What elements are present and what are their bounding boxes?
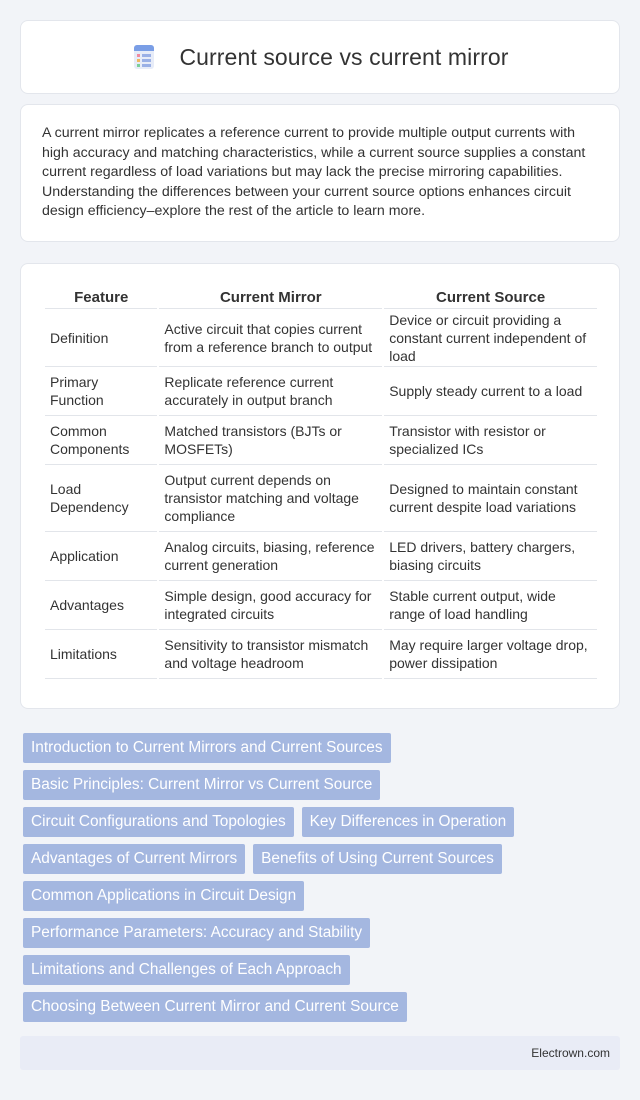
intro-card	[20, 104, 620, 242]
topic-link[interactable]: Limitations and Challenges of Each Approach	[23, 955, 350, 985]
header-current-source: Current Source	[384, 283, 597, 309]
intro-paragraph: A current mirror replicates a reference current to provide multiple output currents with high accuracy and matching characteristics, while a current source supplies a constant current regardless of load variations but may lack the precise mirroring capabilities. Understanding the differences between your current source options enhances circuit design efficiency–explore the rest of the article to learn more.	[42, 125, 586, 220]
feature-cell: Advantages	[45, 581, 157, 630]
table-row	[45, 465, 597, 532]
header-feature: Feature	[45, 283, 157, 309]
mirror-cell: Analog circuits, biasing, reference current generation	[159, 532, 382, 581]
topic-link[interactable]: Basic Principles: Current Mirror vs Current Source	[23, 770, 380, 800]
feature-cell: Primary Function	[45, 367, 157, 416]
source-cell: Device or circuit providing a constant current independent of load	[384, 309, 597, 367]
topic-row	[23, 844, 583, 881]
table-row	[45, 367, 597, 416]
topic-row	[23, 733, 583, 770]
source-cell: Stable current output, wide range of load handling	[384, 581, 597, 630]
topic-link[interactable]: Key Differences in Operation	[302, 807, 514, 837]
topic-row	[23, 770, 583, 807]
mirror-cell: Output current depends on transistor matching and voltage compliance	[159, 465, 382, 532]
topic-links	[23, 733, 583, 1029]
topic-row	[23, 918, 583, 955]
comparison-table-card	[20, 263, 620, 709]
table-row	[45, 581, 597, 630]
topic-link[interactable]: Common Applications in Circuit Design	[23, 881, 304, 911]
topic-link[interactable]: Choosing Between Current Mirror and Current Source	[23, 992, 407, 1022]
topic-link[interactable]: Advantages of Current Mirrors	[23, 844, 245, 874]
feature-cell: Definition	[45, 309, 157, 367]
mirror-cell: Sensitivity to transistor mismatch and voltage headroom	[159, 630, 382, 679]
page-title: Current source vs current mirror	[179, 43, 509, 70]
table-row	[45, 630, 597, 679]
source-cell: Designed to maintain constant current despite load variations	[384, 465, 597, 532]
source-cell: Supply steady current to a load	[384, 367, 597, 416]
topic-row	[23, 807, 583, 844]
topic-link[interactable]: Circuit Configurations and Topologies	[23, 807, 294, 837]
feature-cell: Common Components	[45, 416, 157, 465]
source-cell: Transistor with resistor or specialized ICs	[384, 416, 597, 465]
document-icon	[131, 44, 157, 70]
source-cell: LED drivers, battery chargers, biasing circuits	[384, 532, 597, 581]
topic-link[interactable]: Benefits of Using Current Sources	[253, 844, 502, 874]
footer-site-name[interactable]: Electrown.com	[531, 1046, 610, 1060]
topic-row	[23, 881, 583, 918]
topic-row	[23, 992, 583, 1029]
topic-link[interactable]: Performance Parameters: Accuracy and Stability	[23, 918, 370, 948]
table-header-row	[45, 283, 597, 309]
mirror-cell: Simple design, good accuracy for integrated circuits	[159, 581, 382, 630]
mirror-cell: Replicate reference current accurately in output branch	[159, 367, 382, 416]
header-current-mirror: Current Mirror	[159, 283, 382, 309]
feature-cell: Limitations	[45, 630, 157, 679]
title-card	[20, 20, 620, 94]
comparison-table	[43, 283, 599, 679]
mirror-cell: Matched transistors (BJTs or MOSFETs)	[159, 416, 382, 465]
source-cell: May require larger voltage drop, power dissipation	[384, 630, 597, 679]
table-row	[45, 309, 597, 367]
table-row	[45, 416, 597, 465]
topic-link[interactable]: Introduction to Current Mirrors and Current Sources	[23, 733, 391, 763]
footer	[20, 1036, 620, 1070]
feature-cell: Application	[45, 532, 157, 581]
table-row	[45, 532, 597, 581]
feature-cell: Load Dependency	[45, 465, 157, 532]
topic-row	[23, 955, 583, 992]
mirror-cell: Active circuit that copies current from a reference branch to output	[159, 309, 382, 367]
